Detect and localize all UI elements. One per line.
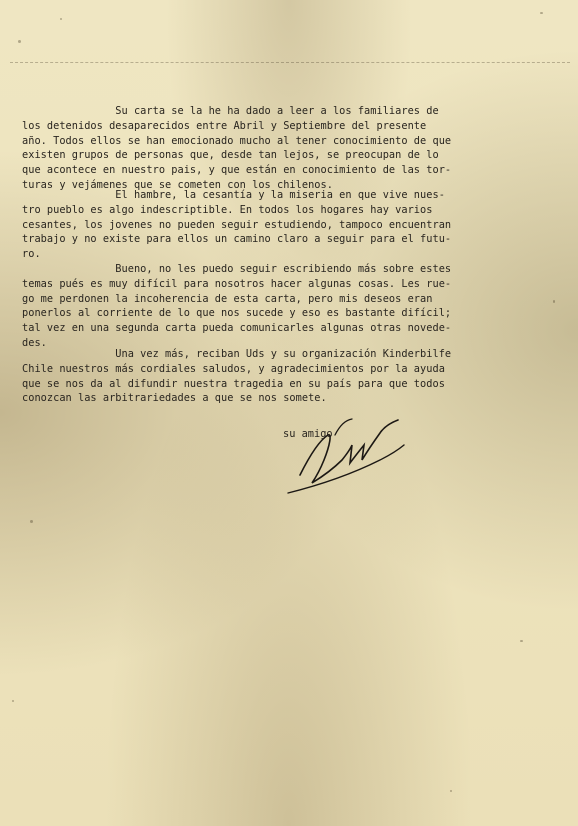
letter-paragraph-1: Su carta se la he ha dado a leer a los familiares de los detenidos desaparecidos entre Abril y Septiembre del presente año. Todos ellos se han emocionado mucho al tener conocimiento de que existen grupos de personas que, desde tan lejos, se preocupan de lo que acontece en nuestro pais, y que están en conocimiento de las tor- turas y vejámenes que se cometen con los chilenos. [22,105,452,191]
closing-salutation: su amigo [283,428,333,440]
paper-speck [520,640,523,642]
letter-paragraph-3: Bueno, no les puedo seguir escribiendo más sobre estes temas pués es muy difícil para nosotros hacer algunas cosas. Les rue- go me perdonen la incoherencia de esta carta, pero mis deseos eran ponerlos al corriente de lo que nos sucede y eso es bastante difícil; tal vez en una segunda carta pueda comunicarles algunas otras novede- des. [22,263,452,349]
letter-paragraph-4: Una vez más, reciban Uds y su organización Kinderbilfe Chile nuestros más cordiales saludos, y agradecimientos por la ayuda que se nos da al difundir nuestra tragedia en su país para que todos conozcan las arbitrariedades a que se nos somete. [22,348,452,405]
paper-speck [18,40,21,43]
handwritten-signature [280,405,410,505]
fold-line [10,62,570,64]
paper-speck [30,520,33,523]
letter-paragraph-2: El hambre, la cesantía y la miseria en que vive nues- tro pueblo es algo indescriptible. En todos los hogares hay varios cesantes, los jovenes no pueden seguir estudiendo, tampoco encuentran trabajo y no existe para ellos un camino claro a seguir para el futu- ro. [22,189,452,261]
paper-speck [12,700,14,702]
paper-speck [540,12,543,14]
paper-speck [60,18,62,20]
paper-speck [450,790,452,792]
